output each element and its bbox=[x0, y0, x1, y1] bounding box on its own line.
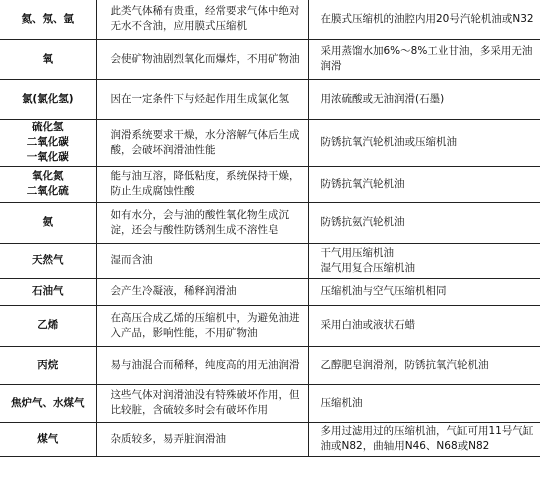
gas-name: 丙烷 bbox=[37, 358, 59, 371]
effect-cell: 因在一定条件下与烃起作用生成氯化氢 bbox=[96, 79, 308, 119]
lubricant-cell: 乙醇肥皂润滑剂，防锈抗氧汽轮机油 bbox=[308, 346, 540, 384]
lubricant-cell: 压缩机油与空气压缩机相同 bbox=[308, 278, 540, 305]
gas-name: 乙烯 bbox=[37, 319, 59, 331]
table-row bbox=[0, 243, 540, 278]
table-row bbox=[0, 0, 540, 39]
table-row bbox=[0, 119, 540, 166]
gas-name: 一氧化碳 bbox=[26, 151, 69, 163]
gas-cell bbox=[0, 422, 96, 456]
table-row bbox=[0, 278, 540, 305]
effect-cell: 易与油混合而稀释，纯度高的用无油润滑 bbox=[96, 346, 308, 384]
gas-cell bbox=[0, 166, 96, 202]
gas-cell bbox=[0, 79, 96, 119]
table-row bbox=[0, 305, 540, 346]
effect-cell: 润滑系统要求干燥，水分溶解气体后生成酸，会破坏润滑油性能 bbox=[96, 119, 308, 166]
table-row bbox=[0, 79, 540, 119]
effect-cell: 在高压合成乙烯的压缩机中，为避免油进入产品，影响性能，不用矿物油 bbox=[96, 305, 308, 346]
lubricant-cell: 采用蒸馏水加6%～8%工业甘油，多采用无油润滑 bbox=[308, 39, 540, 79]
gas-cell bbox=[0, 346, 96, 384]
gas-cell bbox=[0, 39, 96, 79]
table-row bbox=[0, 166, 540, 202]
gas-name: 二氧化硫 bbox=[26, 185, 69, 197]
gas-name: 二氧化碳 bbox=[26, 136, 69, 148]
gas-cell bbox=[0, 278, 96, 305]
table-row bbox=[0, 422, 540, 456]
lubricant-cell: 采用白油或液状石蜡 bbox=[308, 305, 540, 346]
lubricant-cell: 在膜式压缩机的油腔内用20号汽轮机油或N32 bbox=[308, 0, 540, 39]
lubricant-cell: 防锈抗氧汽轮机油或压缩机油 bbox=[308, 119, 540, 166]
gas-name: 氧 bbox=[42, 52, 53, 65]
effect-cell: 会产生冷凝液，稀释润滑油 bbox=[96, 278, 308, 305]
effect-cell: 能与油互溶，降低粘度，系统保持干燥，防止生成腐蚀性酸 bbox=[96, 166, 308, 202]
table-row bbox=[0, 384, 540, 422]
effect-cell: 如有水分，会与油的酸性氧化物生成沉淀，还会与酸性防锈剂生成不溶性皂 bbox=[96, 202, 308, 243]
gas-name: 焦炉气、水煤气 bbox=[11, 396, 85, 409]
gas-name: 石油气 bbox=[32, 285, 64, 297]
gas-name: 氨 bbox=[42, 216, 53, 228]
lubricant-cell: 干气用压缩机油 湿气用复合压缩机油 bbox=[308, 243, 540, 278]
gas-name: 天然气 bbox=[32, 254, 64, 266]
lubricant-cell: 防锈抗氧汽轮机油 bbox=[308, 166, 540, 202]
effect-cell: 此类气体稀有贵重，经常要求气体中绝对无水不含油，应用膜式压缩机 bbox=[96, 0, 308, 39]
gas-cell bbox=[0, 305, 96, 346]
lubricant-cell: 压缩机油 bbox=[308, 384, 540, 422]
gas-name: 硫化氢 bbox=[32, 121, 64, 133]
gas-name: 氦、氖、氩 bbox=[21, 12, 74, 25]
gas-cell bbox=[0, 119, 96, 166]
lubricant-cell: 用浓硫酸或无油润滑(石墨) bbox=[308, 79, 540, 119]
gas-name: 煤气 bbox=[37, 432, 59, 445]
gas-name: 氧化氮 bbox=[32, 170, 64, 182]
effect-cell: 会使矿物油剧烈氧化而爆炸，不用矿物油 bbox=[96, 39, 308, 79]
table-row bbox=[0, 39, 540, 79]
gas-name: 氯(氯化氢) bbox=[21, 92, 74, 105]
lubricant-cell: 防锈抗氨汽轮机油 bbox=[308, 202, 540, 243]
gas-cell bbox=[0, 0, 96, 39]
table-row bbox=[0, 346, 540, 384]
lubricant-cell: 多用过滤用过的压缩机油，气缸可用11号气缸油或N82，曲轴用N46、N68或N82 bbox=[308, 422, 540, 456]
effect-cell: 这些气体对润滑油没有特殊破坏作用，但比较脏，含硫较多时会有破坏作用 bbox=[96, 384, 308, 422]
effect-cell: 杂质较多，易弄脏润滑油 bbox=[96, 422, 308, 456]
gas-cell bbox=[0, 202, 96, 243]
gas-cell bbox=[0, 243, 96, 278]
gas-cell bbox=[0, 384, 96, 422]
effect-cell: 湿而含油 bbox=[96, 243, 308, 278]
table-row bbox=[0, 202, 540, 243]
